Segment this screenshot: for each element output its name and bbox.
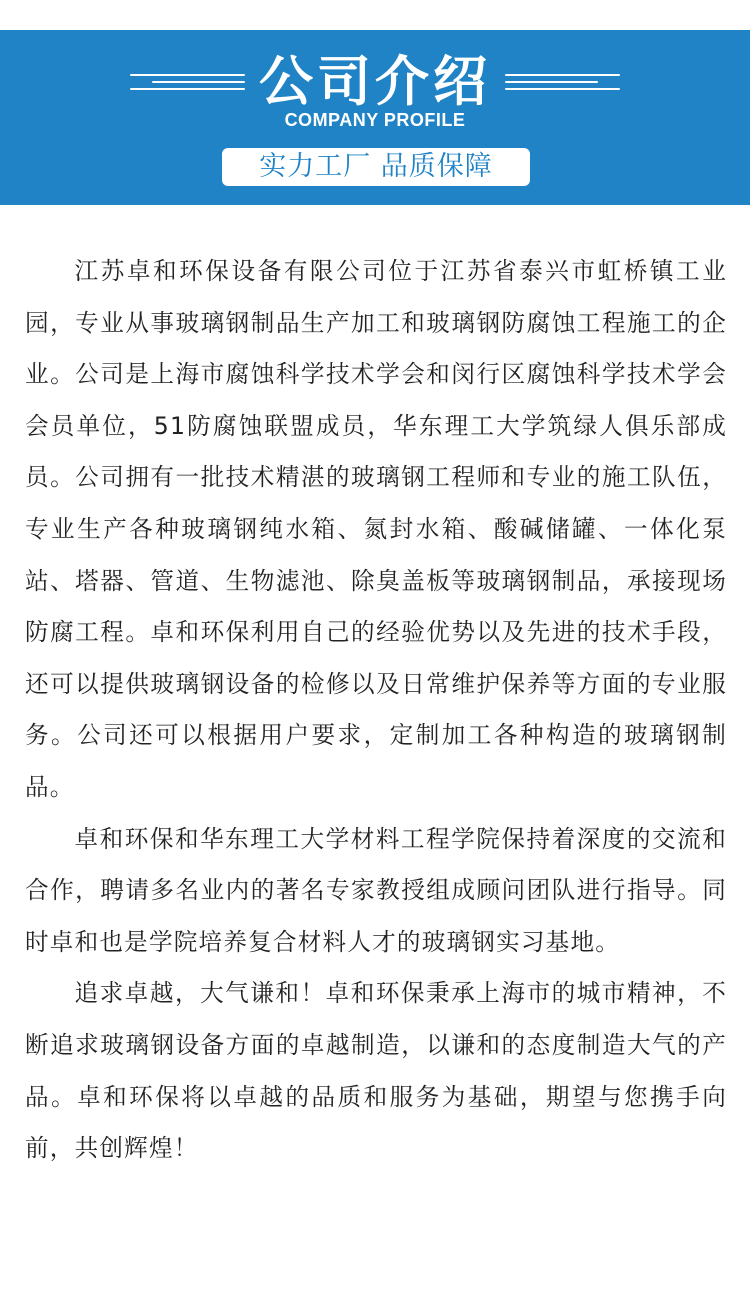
- paragraph-mission: 追求卓越，大气谦和！卓和环保秉承上海市的城市精神，不断追求玻璃钢设备方面的卓越制造，以谦和的态度制造大气的产品。卓和环保将以卓越的品质和服务为基础，期望与您携手向前，共创辉煌！: [25, 979, 727, 1163]
- paragraph-cooperation: 卓和环保和华东理工大学材料工程学院保持着深度的交流和合作，聘请多名业内的著名专家教授组成顾问团队进行指导。同时卓和也是学院培养复合材料人才的玻璃钢实习基地。: [25, 824, 727, 956]
- right-decoration-lines: [505, 71, 620, 93]
- company-description: [25, 246, 727, 1175]
- paragraph-intro: 江苏卓和环保设备有限公司位于江苏省泰兴市虹桥镇工业园，专业从事玻璃钢制品生产加工和玻璃钢防腐蚀工程施工的企业。公司是上海市腐蚀科学技术学会和闵行区腐蚀科学技术学会会员单位，51防腐蚀联盟成员，华东理工大学筑绿人俱乐部成员。公司拥有一批技术精湛的玻璃钢工程师和专业的施工队伍，专业生产各种玻璃钢纯水箱、氮封水箱、酸碱储罐、一体化泵站、塔器、管道、生物滤池、除臭盖板等玻璃钢制品，承接现场防腐工程。卓和环保利用自己的经验优势以及先进的技术手段，还可以提供玻璃钢设备的检修以及日常维护保养等方面的专业服务。公司还可以根据用户要求，定制加工各种构造的玻璃钢制品。: [25, 257, 727, 801]
- left-decoration-lines: [130, 71, 245, 93]
- header-banner: [0, 30, 750, 205]
- tagline-badge: 实力工厂 品质保障: [222, 148, 530, 186]
- page-subtitle: COMPANY PROFILE: [284, 110, 466, 130]
- page-title: 公司介绍: [259, 50, 491, 113]
